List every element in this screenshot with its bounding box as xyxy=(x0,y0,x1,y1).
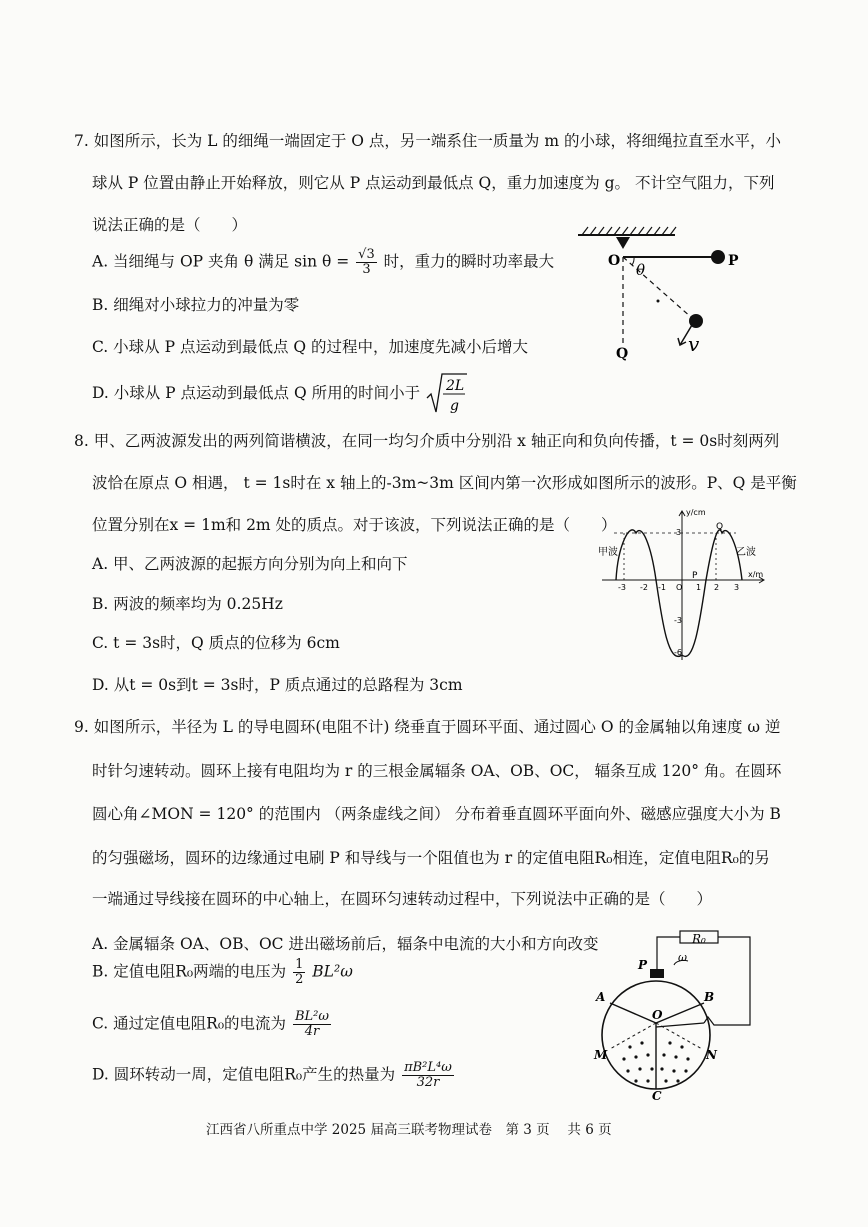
q9-option-c-text: C. 通过定值电阻R₀的电流为 xyxy=(92,1014,287,1033)
q9-option-b-fraction xyxy=(293,958,305,987)
label-v: v xyxy=(688,332,700,356)
tick-x-2: 2 xyxy=(714,583,720,592)
label-o: O xyxy=(608,253,621,269)
q9-stem-line5: 一端通过导线接在圆环的中心轴上，在圆环匀速转动过程中，下列说法中正确的是（ ） xyxy=(92,890,713,908)
q7-option-d-den: g xyxy=(450,398,459,414)
q7-option-a-den: 3 xyxy=(362,262,371,277)
q9-option-d-fraction xyxy=(402,1061,454,1090)
label-yneg3: -3 xyxy=(674,616,682,625)
label-p: P xyxy=(638,958,648,972)
q8-option-a: A. 甲、乙两波源的起振方向分别为向上和向下 xyxy=(92,555,408,573)
label-omega: ω xyxy=(678,951,687,964)
label-q: Q xyxy=(716,522,724,532)
label-b: B xyxy=(704,990,715,1004)
boundary-om xyxy=(610,1023,656,1049)
q7-option-a-tail: 时，重力的瞬时功率最大 xyxy=(383,252,555,271)
q9-stem-line1: 9. 如图所示，半径为 L 的导电圆环(电阻不计) 绕垂直于圆环平面、通过圆心 O 的金属轴以角速度 ω 逆 xyxy=(74,718,781,736)
wire-top-left xyxy=(657,937,680,969)
q7-option-a-text: A. 当细绳与 OP 夹角 θ 满足 sin θ = xyxy=(92,252,350,271)
wire-center xyxy=(656,1023,704,1027)
label-jia-wave: 甲波 xyxy=(598,547,618,558)
q7-option-d-text: D. 小球从 P 点运动到最低点 Q 所用的时间小于 xyxy=(92,384,421,402)
label-q: Q xyxy=(616,346,629,362)
tick-x-neg2: -2 xyxy=(640,583,648,592)
q9-option-b-den: 2 xyxy=(295,972,304,987)
wave-curve xyxy=(616,530,742,657)
q8-wave-figure xyxy=(596,505,771,665)
q9-option-d-den: 32r xyxy=(416,1075,440,1090)
q8-stem-line1: 8. 甲、乙两波源发出的两列简谐横波，在同一均匀介质中分别沿 x 轴正向和负向传播，t = 0s时刻两列 xyxy=(74,432,780,450)
q7-option-a-num: √3 xyxy=(358,247,375,262)
boundary-on xyxy=(656,1023,702,1049)
brush-p xyxy=(650,969,664,978)
q7-option-a-fraction xyxy=(356,248,377,277)
q7-stem-line2: 球从 P 位置由静止开始释放，则它从 P 点运动到最低点 Q，重力加速度为 g。 不计空气阻力，下列 xyxy=(92,174,775,192)
q8-stem-line3: 位置分别在x = 1m和 2m 处的质点。对于该波，下列说法正确的是（ ） xyxy=(92,516,617,534)
label-p: P xyxy=(728,253,739,269)
q9-option-c-fraction xyxy=(293,1010,331,1039)
pivot-triangle xyxy=(616,237,630,249)
q9-option-b-tail: BL²ω xyxy=(312,962,353,981)
label-n: N xyxy=(706,1048,717,1062)
q8-option-b: B. 两波的频率均为 0.25Hz xyxy=(92,595,283,613)
label-y-axis: y/cm xyxy=(686,508,706,517)
spoke-oa xyxy=(610,1003,656,1023)
q9-stem-line3: 圆心角∠MON = 120° 的范围内 （两条虚线之间） 分布着垂直圆环平面向外、磁感应强度大小为 B xyxy=(92,805,781,823)
q9-stem-line4: 的匀强磁场，圆环的边缘通过电刷 P 和导线与一个阻值也为 r 的定值电阻R₀相连，定值电阻R₀的另 xyxy=(92,849,770,867)
page-footer: 江西省八所重点中学 2025 届高三联考物理试卷 第 3 页 共 6 页 xyxy=(206,1122,612,1138)
q7-option-d-sqrt xyxy=(425,372,467,416)
spoke-ob xyxy=(656,1003,704,1023)
q9-option-d xyxy=(92,1061,456,1090)
label-a: A xyxy=(596,990,606,1004)
q9-stem-line2: 时针匀速转动。圆环上接有电阻均为 r 的三根金属辐条 OA、OB、OC， 辐条互成 120° 角。在圆环 xyxy=(92,762,782,780)
label-p: P xyxy=(692,571,698,581)
label-r0: R₀ xyxy=(692,932,706,946)
tick-x-1: 1 xyxy=(696,583,702,592)
q8-option-d: D. 从t = 0s到t = 3s时，P 质点通过的总路程为 3cm xyxy=(92,676,463,694)
label-y3: 3 xyxy=(676,528,682,537)
label-yneg6: -6 xyxy=(674,648,682,657)
q9-option-b-text: B. 定值电阻R₀两端的电压为 xyxy=(92,962,287,981)
label-theta: θ xyxy=(636,261,646,279)
label-m: M xyxy=(594,1048,608,1062)
q7-option-a xyxy=(92,248,554,277)
q7-option-b: B. 细绳对小球拉力的冲量为零 xyxy=(92,296,300,314)
q9-option-c xyxy=(92,1010,333,1039)
q7-option-d xyxy=(92,372,467,416)
tick-x-3: 3 xyxy=(734,583,740,592)
label-x-axis: x/m xyxy=(748,570,764,579)
q9-option-c-num: BL²ω xyxy=(294,1009,329,1024)
sqrt-sign-icon xyxy=(425,372,467,416)
q7-option-c: C. 小球从 P 点运动到最低点 Q 的过程中，加速度先减小后增大 xyxy=(92,338,529,356)
q9-option-b xyxy=(92,958,353,987)
tick-x-neg1: -1 xyxy=(658,583,666,592)
q9-option-a: A. 金属辐条 OA、OB、OC 进出磁场前后，辐条中电流的大小和方向改变 xyxy=(92,935,599,953)
ball-at-p xyxy=(711,250,725,264)
tick-x-neg3: -3 xyxy=(618,583,626,592)
label-origin: O xyxy=(676,583,683,592)
q9-option-d-num: πB²L⁴ω xyxy=(404,1060,452,1075)
ceiling-hatch xyxy=(582,227,676,235)
label-yi-wave: 乙波 xyxy=(736,547,756,558)
q7-option-d-num: 2L xyxy=(446,378,465,394)
label-o: O xyxy=(652,1008,663,1022)
q9-option-b-num: 1 xyxy=(295,957,304,972)
q7-pendulum-figure xyxy=(570,225,750,365)
q9-option-d-text: D. 圆环转动一周，定值电阻R₀产生的热量为 xyxy=(92,1065,396,1084)
q7-stem-line3: 说法正确的是（ ） xyxy=(92,216,248,234)
rope-dashed xyxy=(623,257,692,318)
q8-option-c: C. t = 3s时，Q 质点的位移为 6cm xyxy=(92,634,340,652)
q8-stem-line2: 波恰在原点 O 相遇， t = 1s时在 x 轴上的-3m~3m 区间内第一次形成如图所示的波形。P、Q 是平衡 xyxy=(92,474,797,492)
q9-option-c-den: 4r xyxy=(304,1024,320,1039)
label-c: C xyxy=(652,1089,662,1100)
q9-ring-figure xyxy=(590,925,762,1100)
wire-right xyxy=(704,937,750,1025)
q7-stem-line1: 7. 如图所示，长为 L 的细绳一端固定于 O 点，另一端系住一质量为 m 的小球，将细绳拉直至水平，小 xyxy=(74,132,781,150)
